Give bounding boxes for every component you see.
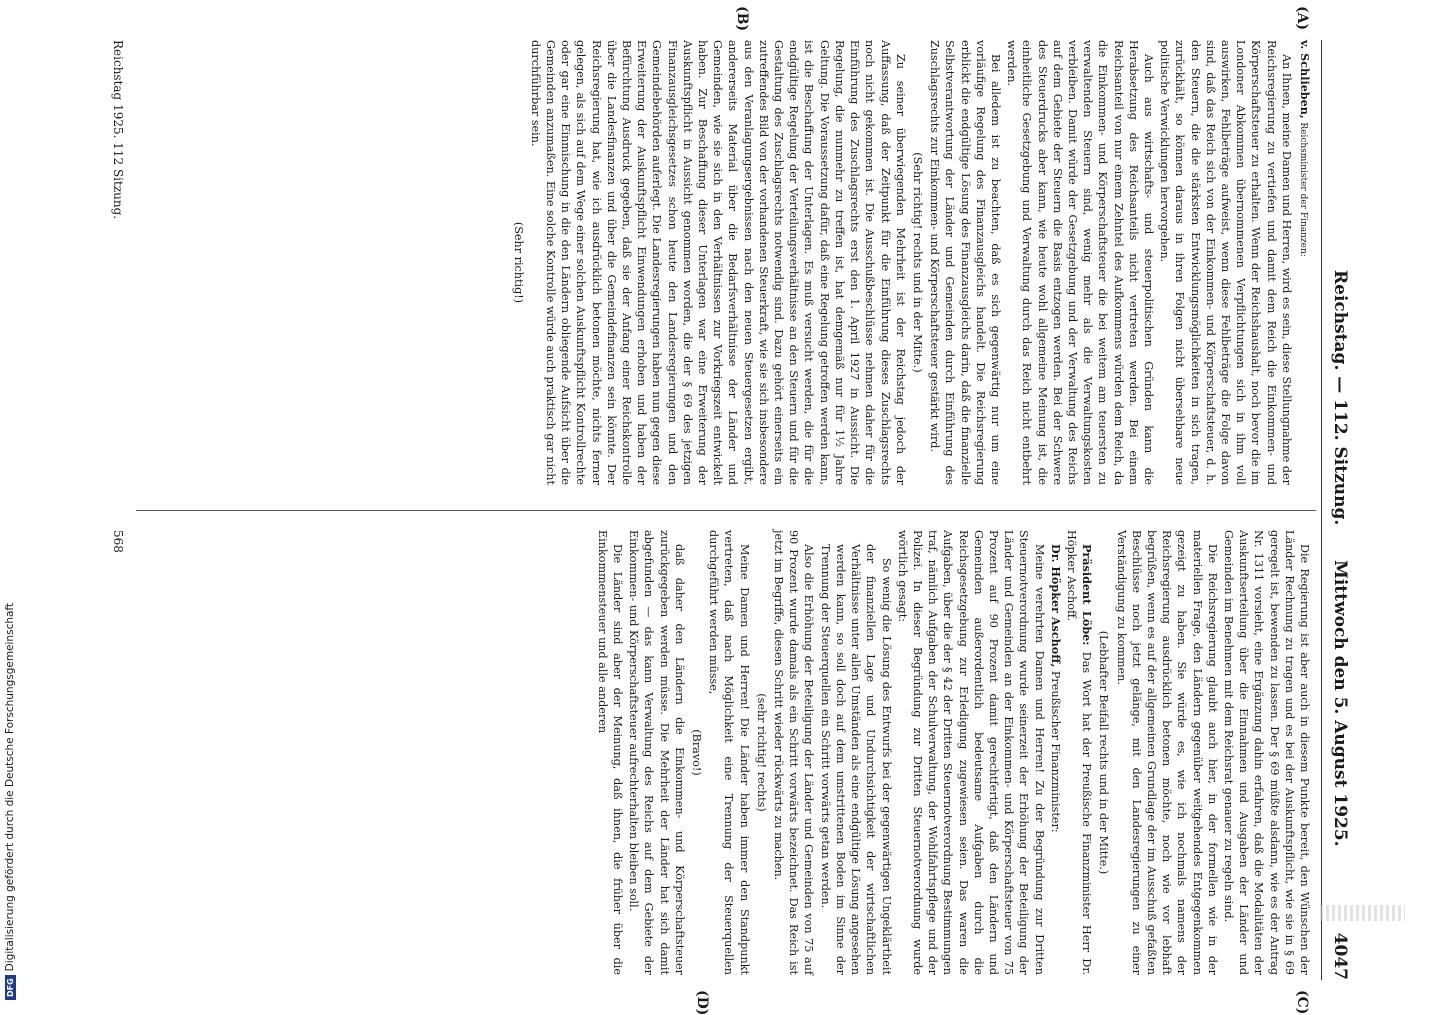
paragraph: Zu seiner überwiegenden Mehrheit ist der Reichstag jedoch der Auffassung, daß der Zeitpunkt für die Einführung dieses Zuschlagsrechts noch nicht gekommen ist. Die Ausschußbeschlüsse nehmen daher für die Einführung des Zuschlagsrechts erst den 1. April 1927 in Aussicht. Die Regelung, die nunmehr zu treffen ist, hat demgemäß nur für 1½ Jahre Geltung. Die Voraussetzung dafür, daß eine Regelung getroffen werden kann, ist die Beschaffung der Unterlagen. Es muß versucht werden, die für die endgültige Regelung der Verteilungsverhältnisse an den Steuern und für die Gestaltung des Zuschlagsrechts notwendig sind. Dazu gehört einerseits ein zutreffendes Bild von der vorhandenen Steuerkraft, wie sie sich insbesondere aus den Veranlagungsergebnissen nach den neuen Steuergesetzen ergibt, andererseits Material über die Bedarfsverhältnisse der Länder und Gemeinden, wie sie sich in den Verhältnissen zur Vorkriegszeit entwickelt haben. Zur Beschaffung dieser Unterlagen war eine Erweiterung der Auskunftspflicht in Aussicht genommen worden, die der § 69 des jetzigen Finanzausgleichsgesetzes schon heute den Landesregierungen und den Gemeindebehörden auferlegt. Die Landesregierungen haben nun gegen diese Erweiterung der Auskunftspflicht Einwendungen erhoben und haben der Befürchtung Ausdruck gegeben, daß sie der Anfang einer Reichskontrolle über die Landesfinanzen und über die Gemeindefinanzen sein könnte. Der Reichsregierung hat, wie ich ausdrücklich betonen möchte, nichts ferner gelegen, als sich auf dem Wege einer solchen Auskunftspflicht Kontrollrechte oder gar eine Einmischung in die den Ländern obliegende Aufsicht über die Gemeinden anzumaßen. Eine solche Kontrolle würde auch praktisch gar nicht durchführbar sein. [528, 40, 907, 485]
credit-text: Digitalisierung gefördert durch die Deutsche Forschungsgemeinschaft [4, 602, 16, 972]
footer-page: 568 [111, 530, 125, 553]
quote: So wenig die Lösung des Entwurfs bei der gegenwärtigen Ungeklärtheit der finanziellen Lage und Undurchsichtigkeit der wirtschaftlichen Verhältnisse unter allen Umständen als eine endgültige Lösung angesehen werden kann, so soll doch auf dem umstrittenen Boden im Sinne der Trennung der Steuerquellen ein Schritt vorwärts getan werden. [818, 544, 893, 975]
speaker-line [1295, 40, 1312, 485]
rotated-page [105, 6, 1350, 1015]
page-number: 4047 [1330, 932, 1350, 980]
president-text: Das Wort hat der Preußische Finanzminister Herr Dr. Höpker Aschoff. [1064, 530, 1094, 976]
paragraph: Die Reichsregierung glaubt auch hier, in der formellen wie in der materiellen Frage, den Ländern gegenüber weitgehendes Entgegenkommen gezeigt zu haben. Sie würde es, wie ich nochmals namens der Reichsregierung ausdrücklich betonen möchte, noch wie vor lebhaft begrüßen, wenn es auf der allgemeinen Grundlage der im Ausschuß gefaßten Beschlüsse noch jetzt gelänge, mit den Landesregierungen zu einer Verständigung zu kommen. [1114, 530, 1219, 975]
speaker-name: v. Schlieben, [1298, 40, 1312, 119]
margin-marker-a: (A) [1294, 6, 1310, 31]
speaker-role: Preußischer Finanzminister: [1048, 670, 1062, 833]
digitization-credit [2, 0, 18, 1000]
header-date: Mittwoch den 5. August 1925. [1330, 560, 1350, 847]
scan-smudge [1320, 905, 1405, 921]
dfg-logo-icon: DFG [5, 975, 16, 1000]
paragraph: Meine Damen und Herren! Die Länder haben immer den Standpunkt vertreten, daß nach Möglichkeit eine Trennung der Steuerquellen durchgeführt werden müsse, [707, 530, 751, 975]
speaker-name: Dr. Höpker Aschoff, [1048, 544, 1063, 668]
left-column [508, 40, 1312, 485]
speaker-role: Reichsminister der Finanzen: [1298, 122, 1308, 257]
applause-note: (Lebhafter Beifall rechts und in der Mitte.) [1097, 630, 1111, 875]
paragraph: Die Regierung ist aber auch in diesem Punkte bereit, den Wünschen der Länder Rechnung zu tragen und es bei der Auskunftspflicht, wie sie in § 69 geregelt ist, bewenden zu lassen. Der § 69 müßte alsdann, wie es der Antrag Nr. 1311 vorsieht, eine Ergänzung dahin erfahren, daß die Modalitäten der Auskunftserteilung über die Einnahmen und Ausgaben der Länder und Gemeinden im Benehmen mit dem Reichsrat genauer zu regeln sind. [1221, 530, 1311, 975]
speaker-line [1048, 530, 1063, 975]
right-column [594, 530, 1312, 975]
applause-note: (Sehr richtig!) [511, 221, 525, 304]
header-title: Reichstag. — 112. Sitzung. [1330, 270, 1350, 526]
paragraph: An Ihnen, meine Damen und Herren, wird es sein, diese Stellungnahme der Reichsregierung zu vertiefen und damit dem Reich die Einkommen- und Körperschaftsteuer zu erhalten. Wenn der Reichshaushalt, noch bevor die im Londoner Abkommen übernommenen Verpflichtungen sich in ihm voll auswirken, Fehlbeträge aufweist, wenn diese Fehlbeträge die Folge davon sind, daß das Reich sich von der Einkommen- und Körperschaftsteuer, d. h. den Steuern, die die stärksten Entwicklungsmöglichkeiten in sich tragen, zurückhält, so können daraus in ihren Folgen nicht übersehbare neue politische Verwicklungen hervorgehen. [1158, 40, 1293, 485]
header-rule [1321, 40, 1322, 980]
margin-marker-c: (C) [1294, 990, 1310, 1015]
margin-marker-b: (B) [734, 6, 750, 32]
applause-note: (Bravo!) [690, 729, 704, 776]
president-line [1064, 530, 1094, 975]
page-header [1324, 40, 1350, 980]
paragraph: daß daher den Ländern die Einkommen- und Körperschaftsteuer zurückgegeben werden müsse. Die Mehrheit der Länder hat sich damit abgefunden — das kann Verwaltung des Reichs auf dem Gebiete der Einkommen- und Körperschaftsteuer aufrechterhalten bleiben soll. [627, 530, 686, 975]
footer-left: Reichstag 1925. 112 Sitzung. [111, 40, 125, 220]
margin-marker-d: (D) [694, 990, 710, 1015]
paragraph: Meine verehrten Damen und Herren! Zu der Begründung zur Dritten Steuernotverordnung wurde seinerzeit der Erhöhung der Beteiligung der Länder und Gemeinden an der Einkommen- und Körperschaftsteuer von 75 Prozent auf 90 Prozent damit gerechtfertigt, daß den Ländern und Gemeinden außerordentlich bedeutsame Aufgaben durch die Reichsgesetzgebung zur Erledigung zugewiesen seien. Das waren die Aufgaben, über die der § 42 der Dritten Steuernotverordnung Bestimmungen traf, nämlich Aufgaben der Schulverwaltung, der Wohlfahrtspflege und der Polizei. In dieser Begründung zur Dritten Steuernotverordnung wurde wörtlich gesagt: [895, 530, 1046, 975]
paragraph: Auch aus wirtschafts- und steuerpolitischen Gründen kann die Herabsetzung des Reichsanteils nicht vertreten werden. Bei einem Reichsanteil von nur einem Zehntel des Aufkommens würden dem Reich, da die Einkommen- und Körperschaftsteuer die bei weitem am teuersten zu verwaltenden Steuern sind, wenig mehr als die Verwaltungskosten verbleiben. Damit würde der Gesetzgebung und der Verwaltung des Reichs auf dem Gebiete der Steuern die Basis entzogen werden. Bei der Schwere des Steuerdrucks aber kann, wie heute wohl allgemeine Meinung ist, die einheitliche Gesetzgebung und Verwaltung durch das Reich nicht entbehrt werden. [1005, 40, 1155, 485]
president-name: Präsident Löbe: [1080, 544, 1095, 646]
paragraph: Die Länder sind aber der Meinung, daß ihnen, die früher über die Einkommensteuer und alle anderen [595, 530, 625, 975]
applause-note: (Sehr richtig! rechts und in der Mitte.) [910, 152, 924, 373]
paragraph: Bei alledem ist zu beachten, daß es sich gegenwärtig nur um eine vorläufige Regelung des Finanzausgleichs handelt. Die Reichsregierung erblickt die endgültige Lösung des Finanzausgleichs darin, daß die finanzielle Selbstverantwortung der Länder und Gemeinden durch Einführung des Zuschlagsrechts zur Einkommen- und Körperschaftsteuer gestärkt wird. [928, 40, 1002, 485]
paragraph: Also die Erhöhung der Beteiligung der Länder und Gemeinden von 75 auf 90 Prozent wurde damals als ein Schritt vorwärts bezeichnet. Das Reich ist jetzt im Begriffe, diesen Schritt wieder rückwärts zu machen. [772, 530, 816, 975]
column-divider [136, 510, 1316, 511]
applause-note: (sehr richtig! rechts) [754, 693, 768, 812]
